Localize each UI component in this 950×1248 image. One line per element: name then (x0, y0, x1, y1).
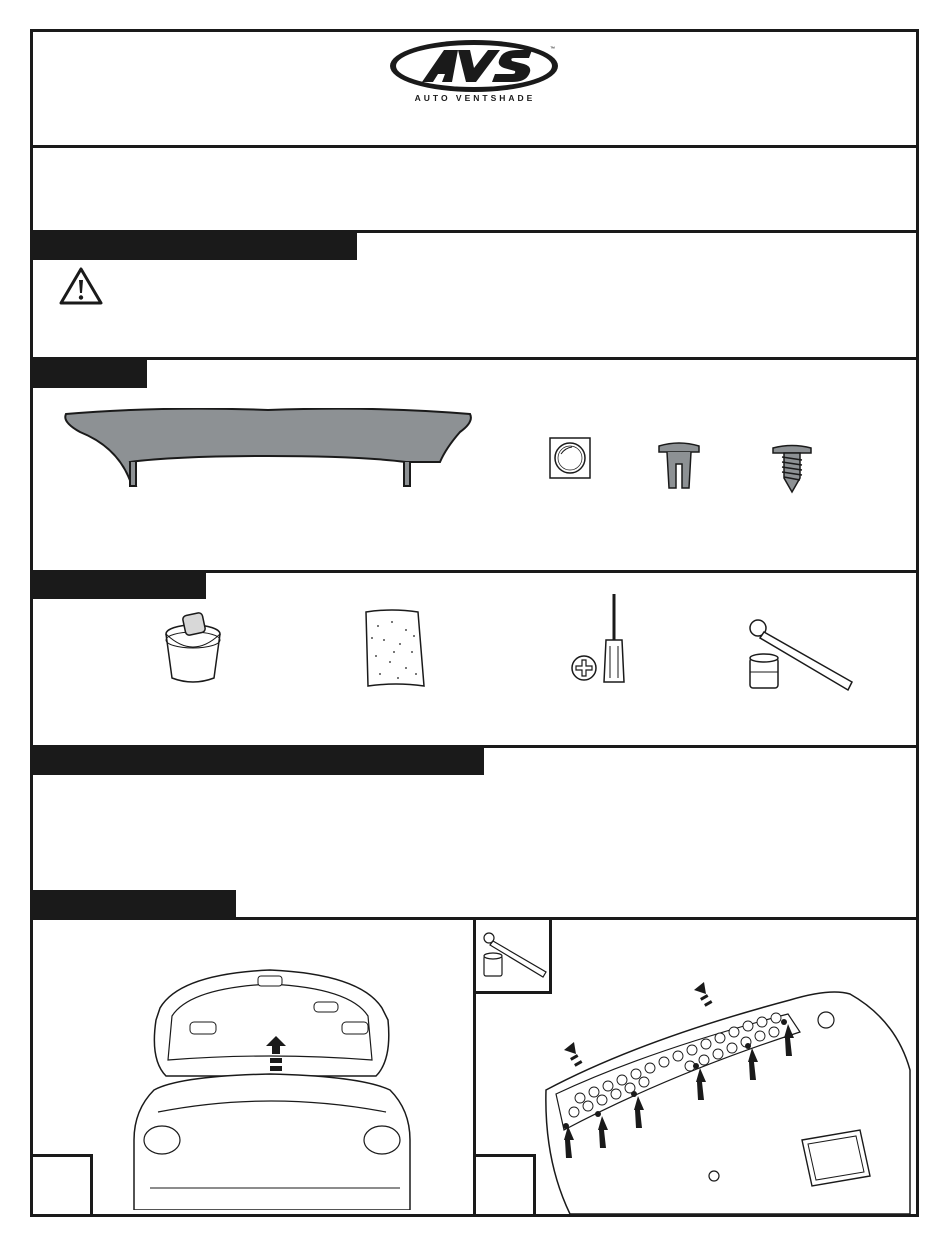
divider (30, 145, 919, 148)
avs-logo (388, 38, 564, 96)
phillips-screwdriver-icon (568, 592, 638, 686)
svg-text:™: ™ (550, 46, 555, 52)
tools-section-bar (33, 573, 206, 599)
cleaning-cloth-icon (362, 608, 428, 690)
notes-section-bar (33, 748, 484, 775)
trunk-liner-removal-illustration (540, 980, 916, 1214)
socket-wrench-icon (744, 614, 856, 692)
divider (30, 357, 919, 360)
trunk-open-illustration (120, 960, 430, 1210)
figure-2-number-box (476, 1154, 536, 1214)
warning-triangle-icon (58, 266, 104, 306)
contents-section-bar (33, 360, 147, 388)
adhesive-pad-icon (548, 436, 592, 480)
screw-rivet-icon (770, 444, 814, 494)
brand-name: AUTO VENTSHADE (414, 93, 536, 103)
socket-wrench-icon (480, 930, 548, 980)
instructions-section-bar (33, 890, 236, 917)
bucket-sponge-icon (160, 610, 226, 686)
figure-1-number-box (33, 1154, 93, 1214)
hood-shield-icon (60, 408, 476, 492)
push-clip-icon (656, 442, 702, 492)
caution-section-bar (33, 233, 357, 260)
